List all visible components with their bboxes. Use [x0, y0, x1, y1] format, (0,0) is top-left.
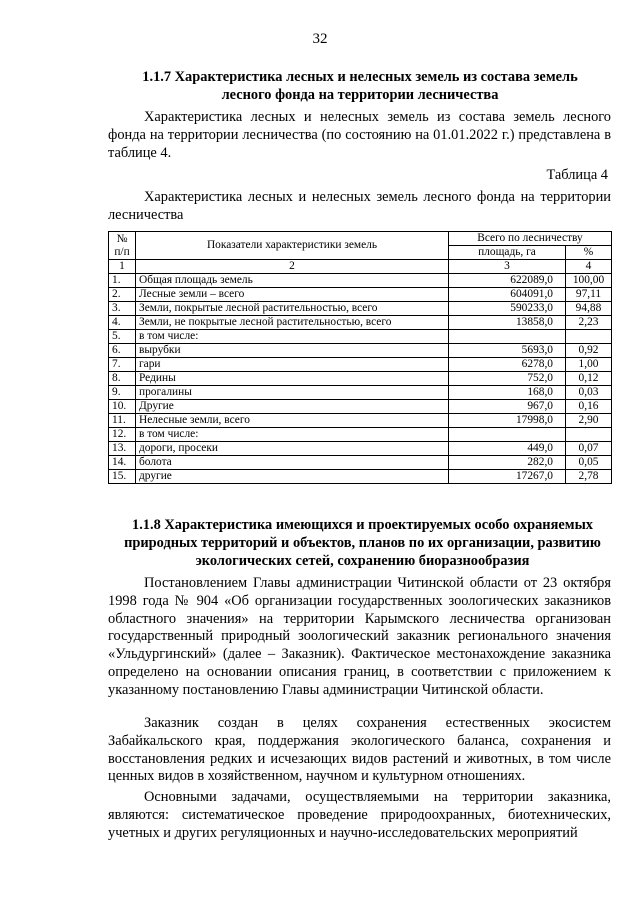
- area-cell: [449, 428, 566, 442]
- index-cell: 2: [136, 260, 449, 274]
- table-row: [109, 330, 612, 344]
- indicator-cell: Земли, покрытые лесной растительностью, всего: [136, 302, 449, 316]
- index-cell: 4: [566, 260, 612, 274]
- row-number-cell: 11.: [109, 414, 136, 428]
- percent-cell: [566, 330, 612, 344]
- area-cell: 967,0: [449, 400, 566, 414]
- heading-line: 1.1.8 Характеристика имеющихся и проектируемых особо охраняемых: [132, 517, 593, 533]
- area-cell: 282,0: [449, 456, 566, 470]
- percent-cell: 2,78: [566, 470, 612, 484]
- body-paragraph: Заказник создан в целях сохранения естественных экосистем Забайкальского края, поддержания экологического баланса, сохранения и восстановления редких и исчезающих видов растений и животных, в том числе ценных видов в хозяйственном, научном и культурном отношениях.: [108, 715, 611, 785]
- header-area: площадь, га: [449, 246, 566, 260]
- table-row: [109, 470, 612, 484]
- table-row: [109, 372, 612, 386]
- row-number-cell: 4.: [109, 316, 136, 330]
- table-row: [109, 428, 612, 442]
- indicator-cell: в том числе:: [136, 428, 449, 442]
- indicator-cell: Лесные земли – всего: [136, 288, 449, 302]
- header-indicator: Показатели характеристики земель: [136, 232, 449, 260]
- row-number-cell: 12.: [109, 428, 136, 442]
- indicator-cell: в том числе:: [136, 330, 449, 344]
- indicator-cell: вырубки: [136, 344, 449, 358]
- heading-line: 1.1.7 Характеристика лесных и нелесных земель из состава земель: [142, 69, 578, 85]
- header-percent: %: [566, 246, 612, 260]
- land-characteristics-table: [108, 231, 612, 484]
- percent-cell: 100,00: [566, 274, 612, 288]
- indicator-cell: другие: [136, 470, 449, 484]
- area-cell: 17998,0: [449, 414, 566, 428]
- indicator-cell: Нелесные земли, всего: [136, 414, 449, 428]
- index-cell: 1: [109, 260, 136, 274]
- table-row: [109, 288, 612, 302]
- row-number-cell: 10.: [109, 400, 136, 414]
- row-number-cell: 6.: [109, 344, 136, 358]
- area-cell: 590233,0: [449, 302, 566, 316]
- percent-cell: 0,16: [566, 400, 612, 414]
- area-cell: 752,0: [449, 372, 566, 386]
- column-index-row: [109, 260, 612, 274]
- header-total: Всего по лесничеству: [449, 232, 612, 246]
- row-number-cell: 2.: [109, 288, 136, 302]
- table-row: [109, 274, 612, 288]
- area-cell: 6278,0: [449, 358, 566, 372]
- row-number-cell: 14.: [109, 456, 136, 470]
- percent-cell: 97,11: [566, 288, 612, 302]
- percent-cell: 2,90: [566, 414, 612, 428]
- table-row: [109, 414, 612, 428]
- percent-cell: 0,05: [566, 456, 612, 470]
- row-number-cell: 8.: [109, 372, 136, 386]
- table-header-row: [109, 232, 612, 246]
- indicator-cell: прогалины: [136, 386, 449, 400]
- table-row: [109, 456, 612, 470]
- indicator-cell: дороги, просеки: [136, 442, 449, 456]
- row-number-cell: 3.: [109, 302, 136, 316]
- area-cell: 449,0: [449, 442, 566, 456]
- section-heading-1-1-7: [100, 68, 620, 104]
- row-number-cell: 5.: [109, 330, 136, 344]
- heading-line: экологических сетей, сохранению биоразнообразия: [195, 553, 530, 569]
- area-cell: 17267,0: [449, 470, 566, 484]
- row-number-cell: 7.: [109, 358, 136, 372]
- indicator-cell: Земли, не покрытые лесной растительностью, всего: [136, 316, 449, 330]
- table-row: [109, 358, 612, 372]
- section-heading-1-1-8: [100, 516, 625, 570]
- indicator-cell: Общая площадь земель: [136, 274, 449, 288]
- area-cell: 13858,0: [449, 316, 566, 330]
- percent-cell: 0,12: [566, 372, 612, 386]
- body-paragraph: Постановлением Главы администрации Читинской области от 23 октября 1998 года № 904 «Об организации государственных зоологических заказников областного значения» на территории Карымского лесничества организован государственный природный зоологический заказник регионального значения «Ульдургинский» (далее – Заказник). Фактическое местонахождение заказника определено на основании описания границ, в соответствии с приложением к указанному постановлению Главы администрации Читинской области.: [108, 575, 611, 698]
- index-cell: 3: [449, 260, 566, 274]
- table-row: [109, 386, 612, 400]
- header-num: № п/п: [109, 232, 136, 260]
- table-row: [109, 302, 612, 316]
- percent-cell: [566, 428, 612, 442]
- body-paragraph: Основными задачами, осуществляемыми на территории заказника, являются: систематическое проведение природоохранных, биотехнических, учетных и других регуляционных и научно-исследовательских мероприятий: [108, 789, 611, 841]
- row-number-cell: 15.: [109, 470, 136, 484]
- page-number: 32: [312, 31, 328, 47]
- row-number-cell: 9.: [109, 386, 136, 400]
- row-number-cell: 13.: [109, 442, 136, 456]
- table-row: [109, 400, 612, 414]
- percent-cell: 1,00: [566, 358, 612, 372]
- table-row: [109, 316, 612, 330]
- indicator-cell: гари: [136, 358, 449, 372]
- intro-paragraph: Характеристика лесных и нелесных земель из состава земель лесного фонда на территории лесничества (по состоянию на 01.01.2022 г.) представлена в таблице 4.: [108, 109, 611, 161]
- table-row: [109, 442, 612, 456]
- table-body: [109, 260, 612, 484]
- area-cell: 622089,0: [449, 274, 566, 288]
- indicator-cell: Редины: [136, 372, 449, 386]
- percent-cell: 0,92: [566, 344, 612, 358]
- row-number-cell: 1.: [109, 274, 136, 288]
- indicator-cell: Другие: [136, 400, 449, 414]
- area-cell: 168,0: [449, 386, 566, 400]
- percent-cell: 0,03: [566, 386, 612, 400]
- table-row: [109, 344, 612, 358]
- area-cell: 604091,0: [449, 288, 566, 302]
- table-caption: Характеристика лесных и нелесных земель лесного фонда на территории лесничества: [108, 189, 611, 223]
- table-label: Таблица 4: [546, 167, 608, 183]
- heading-line: лесного фонда на территории лесничества: [221, 87, 499, 103]
- heading-line: природных территорий и объектов, планов по их организации, развитию: [124, 535, 601, 551]
- percent-cell: 94,88: [566, 302, 612, 316]
- percent-cell: 0,07: [566, 442, 612, 456]
- percent-cell: 2,23: [566, 316, 612, 330]
- indicator-cell: болота: [136, 456, 449, 470]
- area-cell: 5693,0: [449, 344, 566, 358]
- area-cell: [449, 330, 566, 344]
